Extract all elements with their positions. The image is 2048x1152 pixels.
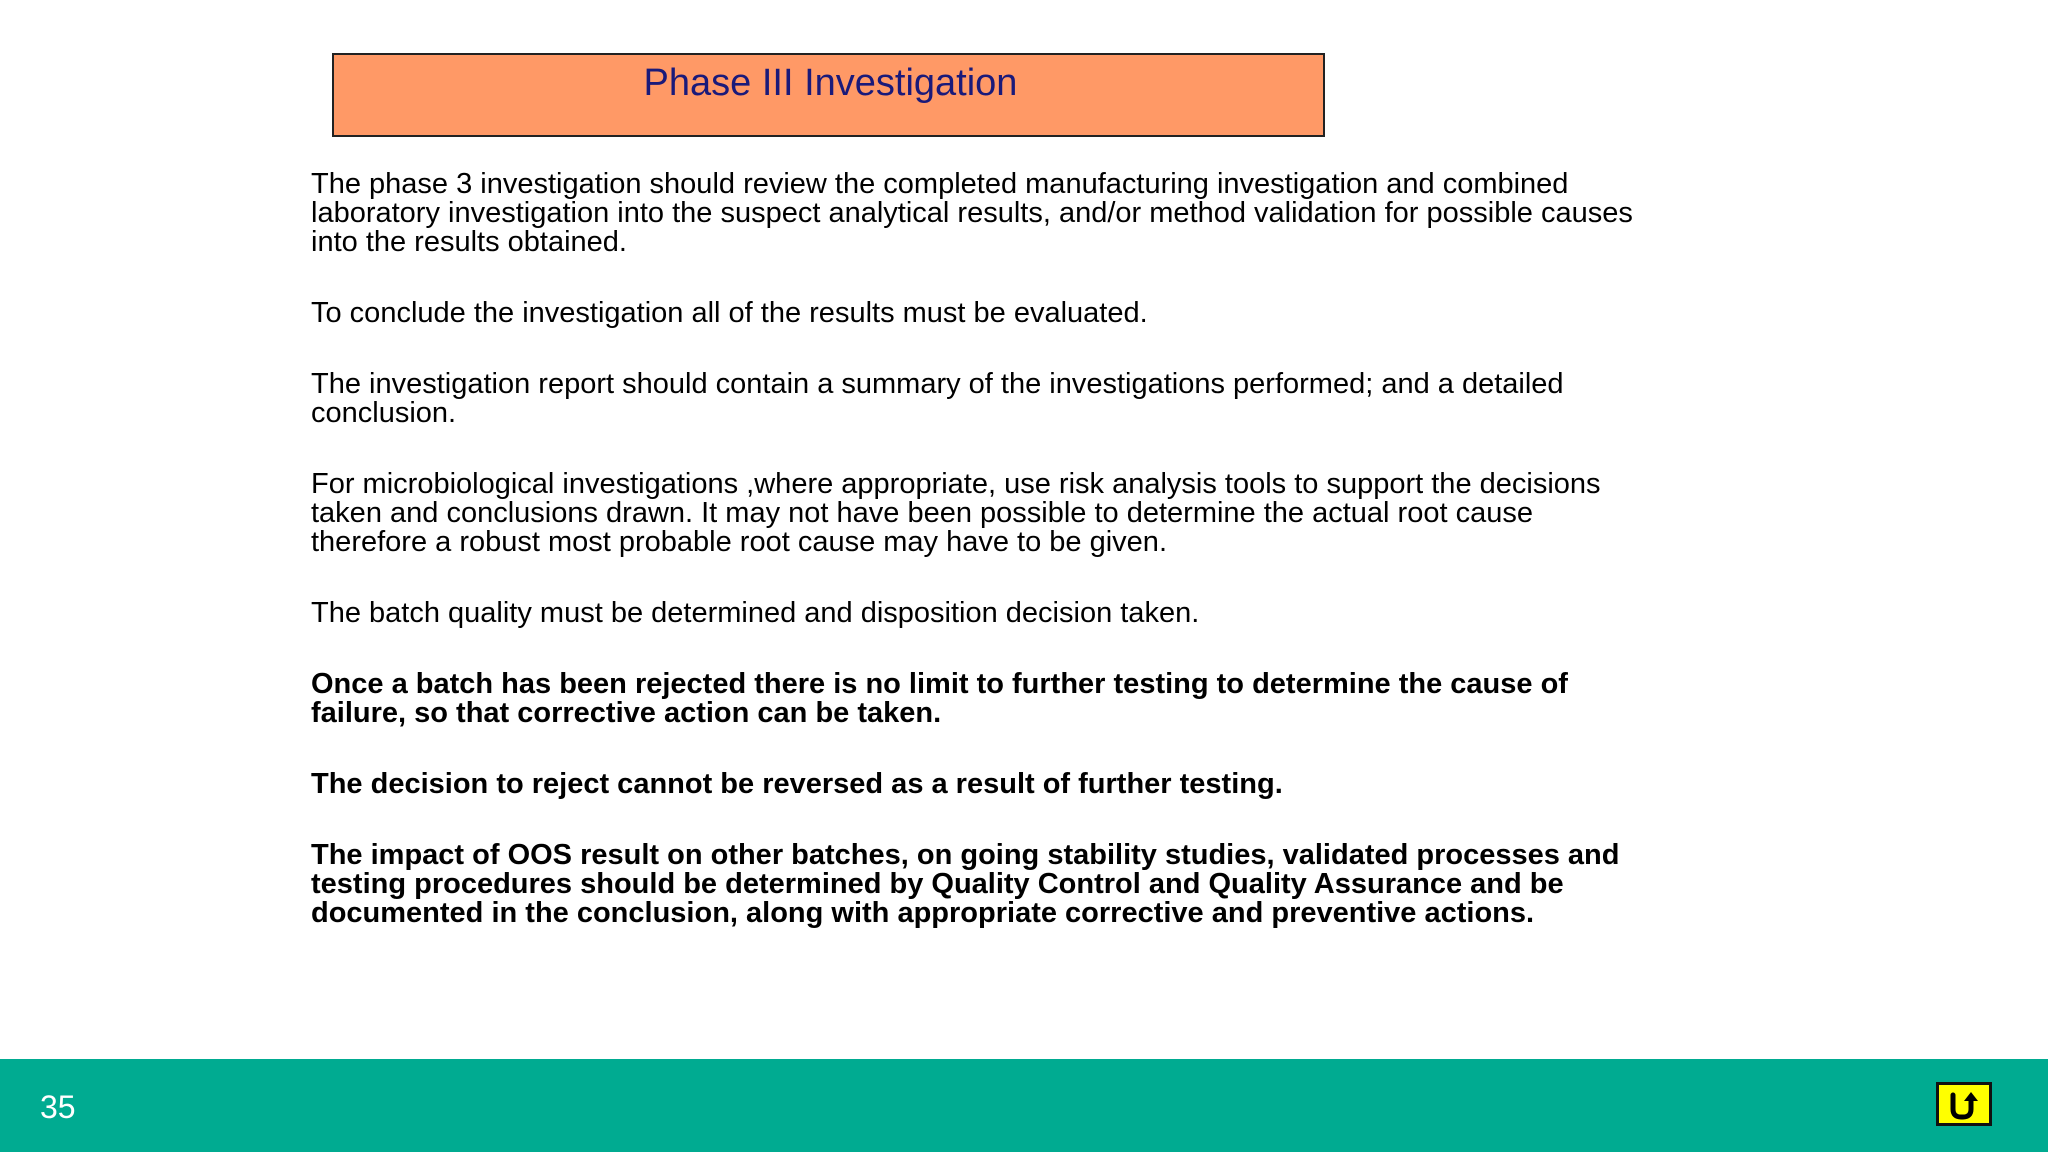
paragraph-report: The investigation report should contain a summary of the investigations performed; and a detailed conclusion. bbox=[311, 368, 1564, 429]
slide-body bbox=[311, 170, 1651, 970]
paragraph-phase3-review: The phase 3 investigation should review the completed manufacturing investigation and combined laboratory investigation into the suspect analytical results, and/or method validation for possible causes into the results obtained. bbox=[311, 168, 1633, 258]
paragraph-microbiological: For microbiological investigations ,where appropriate, use risk analysis tools to support the decisions taken and conclusions drawn. It may not have been possible to determine the actual root cause therefore a robust most probable root cause may have to be given. bbox=[311, 468, 1601, 558]
u-turn-arrow-icon bbox=[1947, 1089, 1981, 1121]
paragraph-batch-quality: The batch quality must be determined and disposition decision taken. bbox=[311, 597, 1200, 629]
paragraph-oos-impact: The impact of OOS result on other batches, on going stability studies, validated processes and testing procedures should be determined by Quality Control and Quality Assurance and be documented in the conclusion, along with appropriate corrective and preventive actions. bbox=[311, 839, 1620, 929]
footer-bar bbox=[0, 1059, 2048, 1152]
page-number: 35 bbox=[40, 1089, 76, 1125]
title-box bbox=[332, 53, 1325, 137]
paragraph-conclude: To conclude the investigation all of the results must be evaluated. bbox=[311, 297, 1148, 329]
paragraph-rejected-batch: Once a batch has been rejected there is no limit to further testing to determine the cause of failure, so that corrective action can be taken. bbox=[311, 668, 1568, 729]
slide-title: Phase III Investigation bbox=[643, 62, 1018, 104]
return-button[interactable] bbox=[1936, 1082, 1992, 1126]
paragraph-reject-decision: The decision to reject cannot be reversed as a result of further testing. bbox=[311, 768, 1283, 800]
